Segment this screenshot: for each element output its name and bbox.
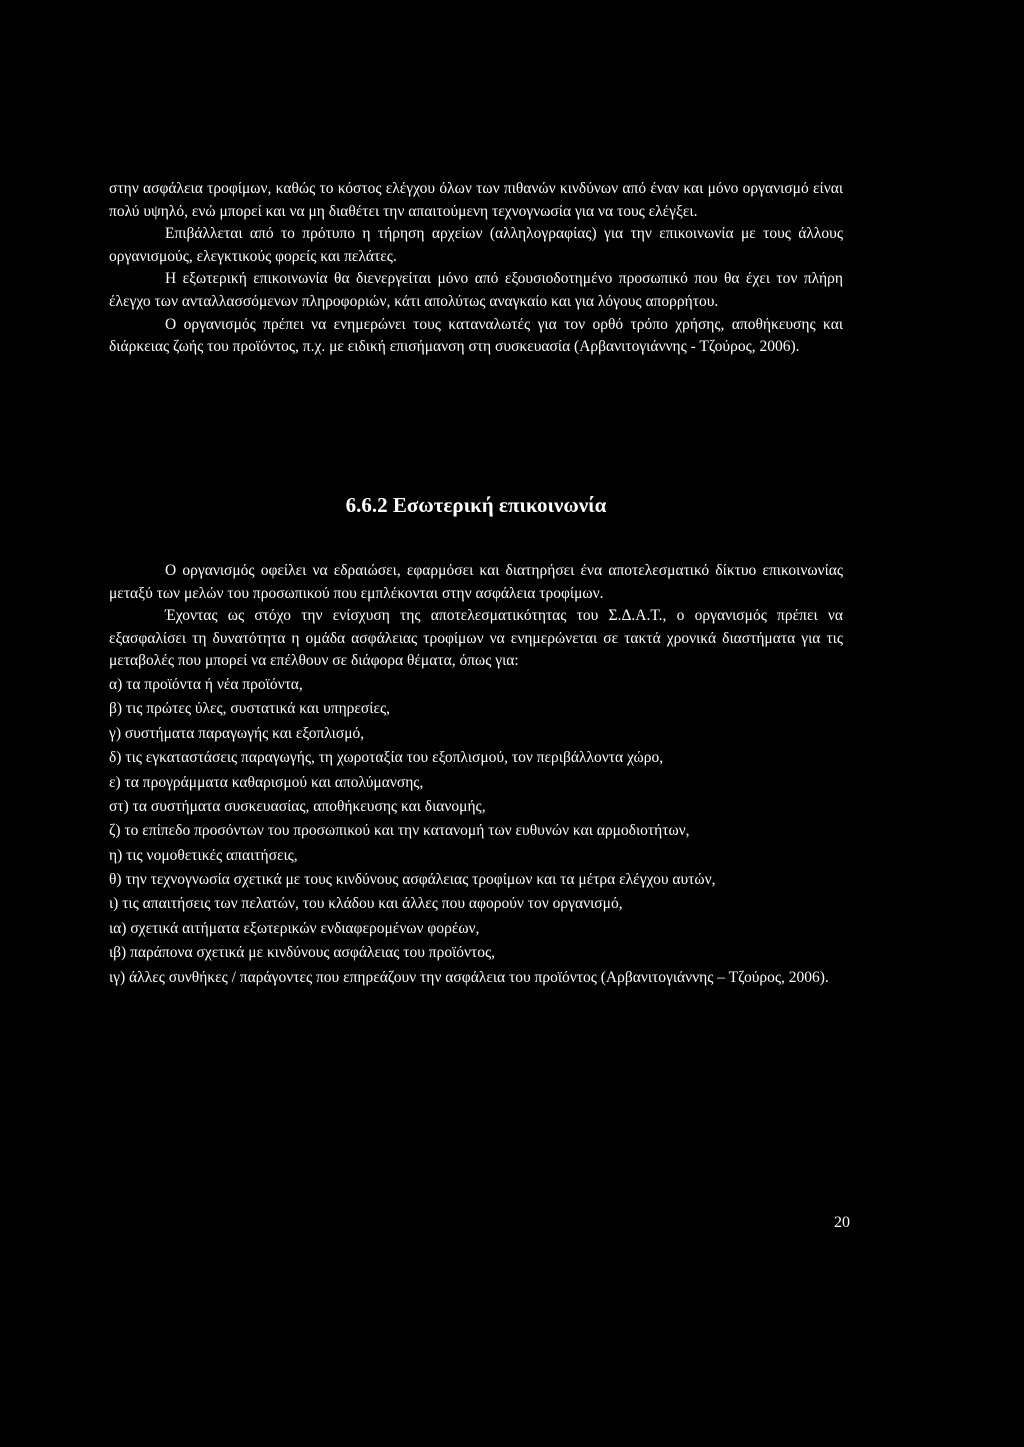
list-item: ζ) το επίπεδο προσόντων του προσωπικού και την κατανομή των ευθυνών και αρμοδιοτήτων, xyxy=(109,822,690,840)
list-item: ι) τις απαιτήσεις των πελατών, του κλάδου και άλλες που αφορούν τον οργανισμό, xyxy=(109,895,623,913)
list-item: ε) τα προγράμματα καθαρισμού και απολύμανσης, xyxy=(109,773,424,791)
paragraph-team-updates: Έχοντας ως στόχο την ενίσχυση της αποτελεσματικότητας του Σ.Δ.Α.Τ., ο οργανισμός πρέπει να εξασφαλίσει τη δυνατότητα η ομάδα ασφάλειας τροφίμων να ενημερώνεται σε τακτά χρονικά διαστήματα για τις μεταβολές που μπορεί να επέλθουν σε διάφορα θέματα, όπως για: xyxy=(109,607,843,670)
top-text-block xyxy=(109,178,843,359)
paragraph-records-keeping: Επιβάλλεται από το πρότυπο η τήρηση αρχείων (αλληλογραφίας) για την επικοινωνία με τους άλλους οργανισμούς, ελεγκτικούς φορείς και πελάτες. xyxy=(109,225,843,265)
list-item: ιγ) άλλες συνθήκες / παράγοντες που επηρεάζουν την ασφάλεια του προϊόντος (Αρβανιτογιάννης – Τζούρος, 2006). xyxy=(109,968,829,986)
list-item: γ) συστήματα παραγωγής και εξοπλισμό, xyxy=(109,724,365,742)
list-item: δ) τις εγκαταστάσεις παραγωγής, τη χωροταξία του εξοπλισμού, τον περιβάλλοντα χώρο, xyxy=(109,749,664,767)
paragraph-internal-network: Ο οργανισμός οφείλει να εδραιώσει, εφαρμόσει και διατηρήσει ένα αποτελεσματικό δίκτυο επικοινωνίας μεταξύ των μελών του προσωπικού που εμπλέκονται στην ασφάλεια τροφίμων. xyxy=(109,562,843,602)
list-item: ια) σχετικά αιτήματα εξωτερικών ενδιαφερομένων φορέων, xyxy=(109,919,480,937)
list-item: στ) τα συστήματα συσκευασίας, αποθήκευσης και διανομής, xyxy=(109,797,486,815)
section-text-block xyxy=(109,560,843,991)
list-item: θ) την τεχνογνωσία σχετικά με τους κινδύνους ασφάλειας τροφίμων και τα μέτρα ελέγχου αυτών, xyxy=(109,871,716,889)
topics-list xyxy=(109,674,843,989)
list-item: β) τις πρώτες ύλες, συστατικά και υπηρεσίες, xyxy=(109,700,390,718)
paragraph-external-communication: Η εξωτερική επικοινωνία θα διενεργείται μόνο από εξουσιοδοτημένο προσωπικό που θα έχει τον πλήρη έλεγχο των ανταλλασσόμενων πληροφοριών, κάτι απολύτως αναγκαίο και για λόγους απορρήτου. xyxy=(109,270,843,310)
list-item: α) τα προϊόντα ή νέα προϊόντα, xyxy=(109,675,303,693)
paragraph-consumer-information: Ο οργανισμός πρέπει να ενημερώνει τους καταναλωτές για τον ορθό τρόπο χρήσης, αποθήκευσης και διάρκειας ζωής του προϊόντος, π.χ. με ειδική επισήμανση στη συσκευασία (Αρβανιτογιάννης - Τζούρος, 2006). xyxy=(109,315,843,356)
page-number: 20 xyxy=(834,1214,850,1231)
section-heading: 6.6.2 Εσωτερική επικοινωνία xyxy=(345,493,607,517)
list-item: η) τις νομοθετικές απαιτήσεις, xyxy=(109,846,298,864)
list-item: ιβ) παράπονα σχετικά με κινδύνους ασφάλειας του προϊόντος, xyxy=(109,944,496,962)
paragraph-food-safety-cost: στην ασφάλεια τροφίμων, καθώς το κόστος ελέγχου όλων των πιθανών κινδύνων από έναν και μόνο οργανισμό είναι πολύ υψηλό, ενώ μπορεί και να μη διαθέτει την απαιτούμενη τεχνογνωσία για να τους ελέγξει. xyxy=(109,180,843,220)
